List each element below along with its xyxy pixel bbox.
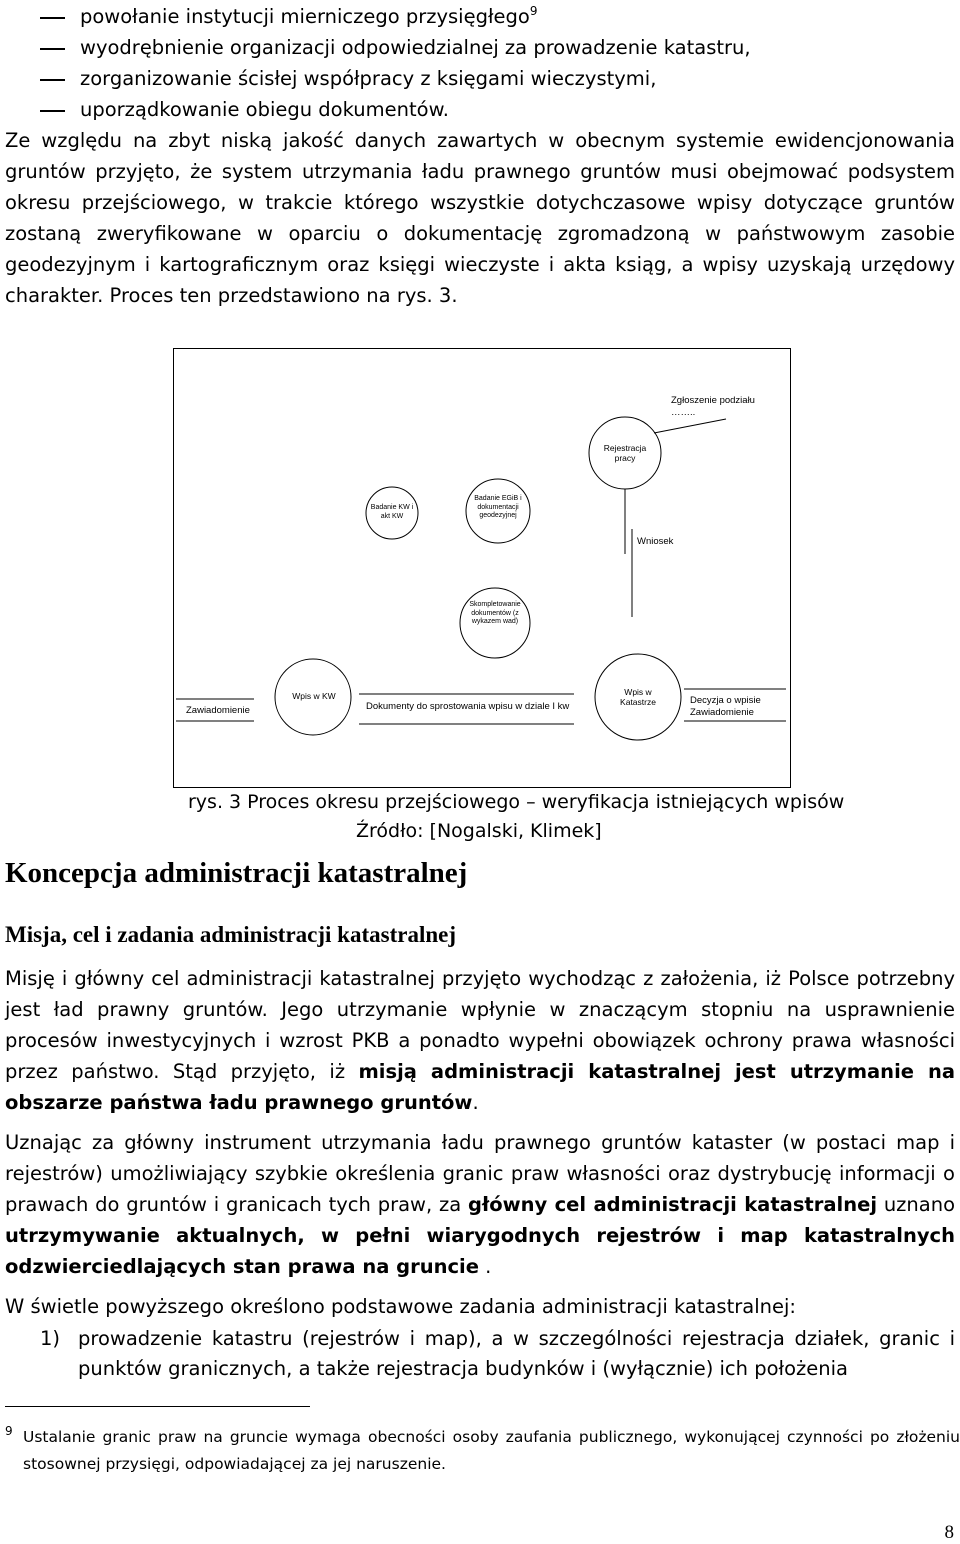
label-skompletowanie: Skompletowanie dokumentów (z wykazem wad) xyxy=(469,601,521,625)
paragraph-mission xyxy=(5,963,955,1118)
footnote-text: Ustalanie granic praw na gruncie wymaga obecności osoby zaufania publicznego, wykonującej czynności po złożeniu stosownej przysięgi, odpowiadającej za jej naruszenie. xyxy=(23,1428,960,1473)
goal-text-a: Uznając za główny instrument utrzymania ładu prawnego gruntów kataster (w postaci map i rejestrów) umożliwiający szybkie określenia granic praw własności oraz dystrybucję informacji o prawach do gruntów i granicach tych praw, za xyxy=(5,1131,955,1216)
label-zgloszenie-dots: …….. xyxy=(671,407,696,418)
mission-text: Misję i główny cel administracji katastralnej przyjęto wychodząc z założenia, iż Polsce potrzebny jest ład prawny gruntów. Jego utrzymanie wpłynie w znaczącym stopniu na usprawnienie procesów inwestycyjnych i wzrost PKB a ponadto wypełni obowiązek ochrony prawa własności przez państwo. Stąd przyjęto, iż xyxy=(5,967,955,1083)
item-number: 1) xyxy=(40,1327,61,1350)
page-number: 8 xyxy=(944,1522,954,1543)
list-item-text: zorganizowanie ścisłej współpracy z księgami wieczystymi, xyxy=(80,67,657,90)
list-item-text: powołanie instytucji mierniczego przysięgłego xyxy=(80,5,530,28)
goal-text-c: uznano xyxy=(877,1193,956,1216)
label-badanie-egib: Badanie EGiB i dokumentacji geodezyjnej xyxy=(474,495,522,519)
label-wniosek: Wniosek xyxy=(637,536,674,547)
label-rejestracja: Rejestracja pracy xyxy=(603,443,647,463)
list-item-text: wyodrębnienie organizacji odpowiedzialnej za prowadzenie katastru, xyxy=(80,36,751,59)
list-item-text: uporządkowanie obiegu dokumentów. xyxy=(80,98,449,121)
mission-end: . xyxy=(472,1091,479,1114)
label-wpis-katastrze: Wpis w Katastrze xyxy=(620,687,656,707)
dash-bullet-icon xyxy=(40,17,65,19)
paragraph-goal xyxy=(5,1127,955,1282)
heading-subsection: Misja, cel i zadania administracji katastralnej xyxy=(5,922,457,947)
goal-bold-b: główny cel administracji katastralnej xyxy=(468,1193,877,1216)
dash-bullet-icon xyxy=(40,110,65,112)
numbered-item xyxy=(0,1324,960,1386)
footnote-ref: 9 xyxy=(529,4,538,18)
process-diagram xyxy=(173,348,791,788)
label-wpis-kw: Wpis w KW xyxy=(292,691,336,701)
dash-bullet-icon xyxy=(40,48,65,50)
label-dokumenty: Dokumenty do sprostowania wpisu w dziale I kw xyxy=(366,701,570,712)
heading-section: Koncepcja administracji katastralnej xyxy=(5,857,468,889)
label-badanie-kw: Badanie KW i akt KW xyxy=(370,504,414,520)
goal-text-e: . xyxy=(478,1255,492,1278)
figure-source: Źródło: [Nogalski, Klimek] xyxy=(356,820,602,842)
item-text: prowadzenie katastru (rejestrów i map), a w szczególności rejestracja działek, granic i punktów granicznych, a także rejestracja budynków i (wyłącznie) ich położenia xyxy=(78,1327,955,1380)
paragraph-tasks: W świetle powyższego określono podstawowe zadania administracji katastralnej: xyxy=(5,1295,796,1318)
footnote-divider xyxy=(5,1406,310,1407)
paragraph-intro: Ze względu na zbyt niską jakość danych zawartych w obecnym systemie ewidencjonowania gruntów przyjęto, że system utrzymania ładu prawnego gruntów musi obejmować podsystem okresu przejściowego, w trakcie którego wszystkie dotychczasowe wpisy dotyczące gruntów zostaną zweryfikowane w oparciu o dokumentację zgromadzoną w państwowym zasobie geodezyjnym i kartograficznym oraz księgi wieczyste i akta ksiąg, a wpisy uzyskają urzędowy charakter. Proces ten przedstawiono na rys. 3. xyxy=(5,129,955,307)
diagram-lines xyxy=(174,349,792,789)
goal-bold-d: utrzymywanie aktualnych, w pełni wiarygodnych rejestrów i map katastralnych odzwierciedlających stan prawa na gruncie xyxy=(5,1224,955,1278)
label-decyzja: Decyzja o wpisie xyxy=(690,695,761,706)
figure-caption: rys. 3 Proces okresu przejściowego – weryfikacja istniejących wpisów xyxy=(188,791,845,813)
mission-bold: misją administracji katastralnej jest utrzymanie na obszarze państwa ładu prawnego gruntów xyxy=(5,1060,956,1114)
footnote-number: 9 xyxy=(5,1424,13,1438)
label-zawiadomienie: Zawiadomienie xyxy=(186,705,250,716)
label-zawiadomienie-2: Zawiadomienie xyxy=(690,707,754,718)
label-zgloszenie: Zgłoszenie podziału xyxy=(671,395,755,406)
dash-bullet-icon xyxy=(40,79,65,81)
